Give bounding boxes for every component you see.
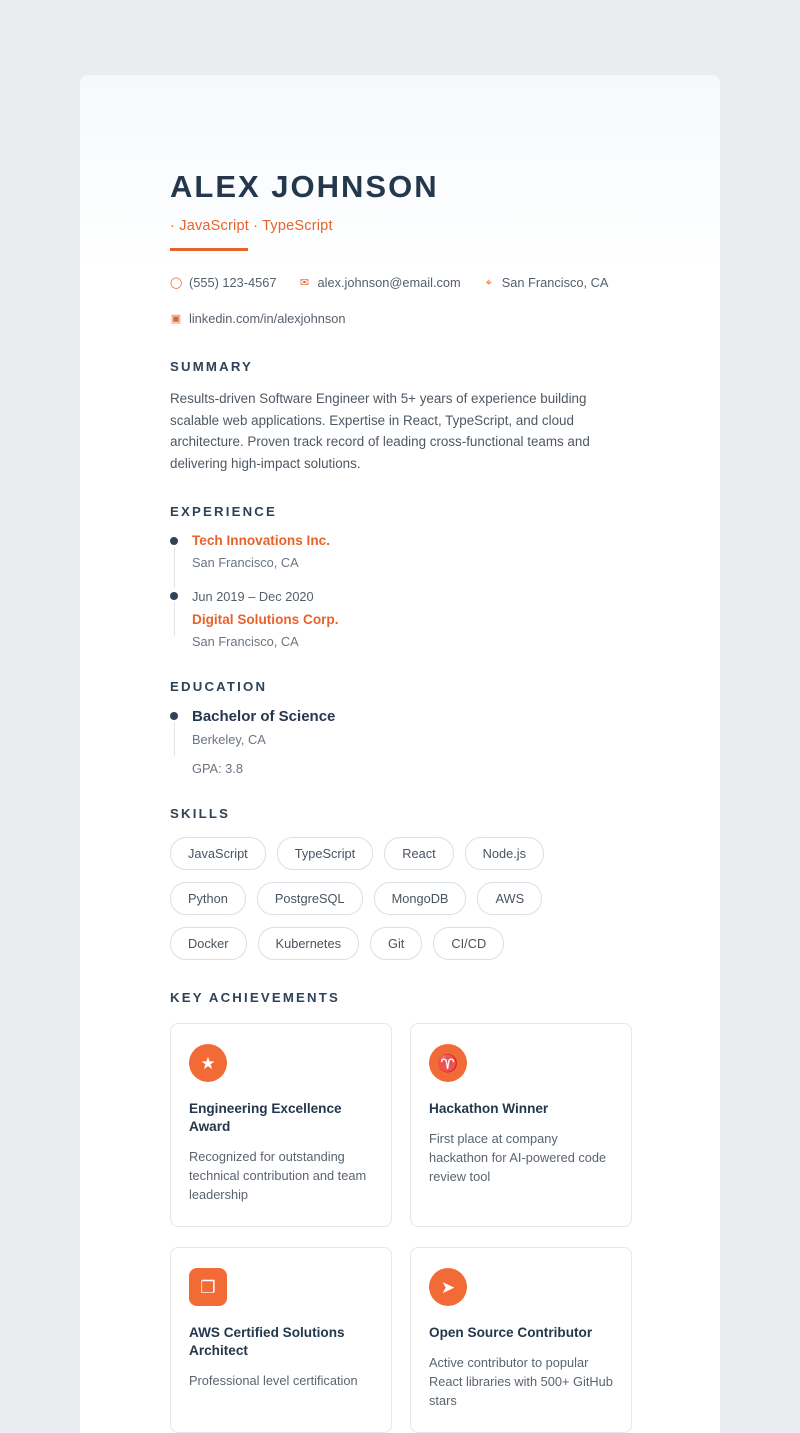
list-item — [170, 708, 672, 776]
phone-icon: ◯ — [170, 276, 183, 289]
star-badge-icon: ★ — [189, 1044, 227, 1082]
trophy-icon: ♈ — [429, 1044, 467, 1082]
skill-chip[interactable]: CI/CD — [433, 927, 504, 960]
contact-location — [483, 273, 609, 293]
experience-date: Jun 2019 – Dec 2020 — [192, 589, 314, 605]
skills-chip-list — [170, 837, 620, 960]
achievement-card — [410, 1247, 632, 1433]
achievement-description: Active contributor to popular React libraries with 500+ GitHub stars — [429, 1355, 613, 1409]
achievement-card — [170, 1247, 392, 1433]
skill-chip[interactable]: MongoDB — [374, 882, 467, 915]
section-title-summary: SUMMARY — [170, 359, 254, 375]
contact-row-secondary — [170, 309, 672, 329]
achievement-description: First place at company hackathon for AI-powered code review tool — [429, 1131, 607, 1185]
skill-chip[interactable]: Python — [170, 882, 246, 915]
achievement-title: Open Source Contributor — [429, 1325, 593, 1341]
achievement-card — [410, 1023, 632, 1227]
skill-chip[interactable]: React — [384, 837, 453, 870]
experience-org: Tech Innovations Inc. — [192, 533, 330, 549]
contact-linkedin-text: linkedin.com/in/alexjohnson — [189, 311, 346, 327]
experience-org: Digital Solutions Corp. — [192, 612, 339, 628]
education-timeline — [170, 708, 672, 776]
achievement-title: AWS Certified Solutions Architect — [189, 1325, 345, 1359]
skill-chip[interactable]: PostgreSQL — [257, 882, 363, 915]
resume-header — [170, 170, 672, 329]
skill-chip[interactable]: Node.js — [465, 837, 544, 870]
skill-chip[interactable]: Git — [370, 927, 422, 960]
section-title-education: EDUCATION — [170, 679, 268, 695]
page-title: ALEX JOHNSON — [170, 169, 439, 204]
contact-linkedin[interactable] — [170, 309, 346, 329]
skill-chip[interactable]: TypeScript — [277, 837, 373, 870]
linkedin-icon: ▣ — [170, 312, 182, 325]
section-title-achievements: KEY ACHIEVEMENTS — [170, 990, 341, 1006]
achievement-title: Engineering Excellence Award — [189, 1101, 342, 1135]
rocket-icon: ➤ — [429, 1268, 467, 1306]
skill-chip[interactable]: Docker — [170, 927, 247, 960]
contact-row-primary — [170, 273, 672, 293]
section-title-experience: EXPERIENCE — [170, 504, 278, 520]
list-item — [170, 588, 672, 649]
achievements-grid — [170, 1023, 632, 1433]
education-degree: Bachelor of Science — [192, 708, 336, 726]
experience-location: San Francisco, CA — [192, 555, 299, 571]
achievement-title: Hackathon Winner — [429, 1101, 549, 1117]
education-gpa: GPA: 3.8 — [192, 761, 243, 777]
education-location: Berkeley, CA — [192, 732, 266, 748]
section-title-skills: SKILLS — [170, 806, 231, 822]
resume-page — [80, 75, 720, 1433]
skill-chip[interactable]: JavaScript — [170, 837, 266, 870]
achievement-description: Professional level certification — [189, 1373, 358, 1389]
achievement-card — [170, 1023, 392, 1227]
header-tagline: · JavaScript · TypeScript — [170, 218, 333, 235]
location-pin-icon: ⌖ — [485, 276, 492, 289]
contact-phone[interactable] — [170, 273, 277, 293]
contact-phone-text: (555) 123-4567 — [189, 275, 277, 291]
contact-email[interactable] — [299, 273, 461, 293]
contact-email-text: alex.johnson@email.com — [317, 275, 461, 291]
accent-divider — [170, 248, 248, 251]
certificate-icon: ❒ — [189, 1268, 227, 1306]
contact-location-text: San Francisco, CA — [501, 275, 609, 291]
email-icon: ✉ — [299, 276, 310, 289]
skill-chip[interactable]: Kubernetes — [258, 927, 359, 960]
achievement-description: Recognized for outstanding technical contribution and team leadership — [189, 1149, 367, 1203]
summary-text: Results-driven Software Engineer with 5+ years of experience building scalable web applications. Expertise in React, TypeScript, and cloud architecture. Proven track record of leading cross-functional teams and delivering high-impact solutions. — [170, 391, 590, 471]
skill-chip[interactable]: AWS — [477, 882, 542, 915]
list-item — [170, 533, 672, 588]
experience-timeline — [170, 533, 672, 649]
experience-location: San Francisco, CA — [192, 634, 299, 650]
